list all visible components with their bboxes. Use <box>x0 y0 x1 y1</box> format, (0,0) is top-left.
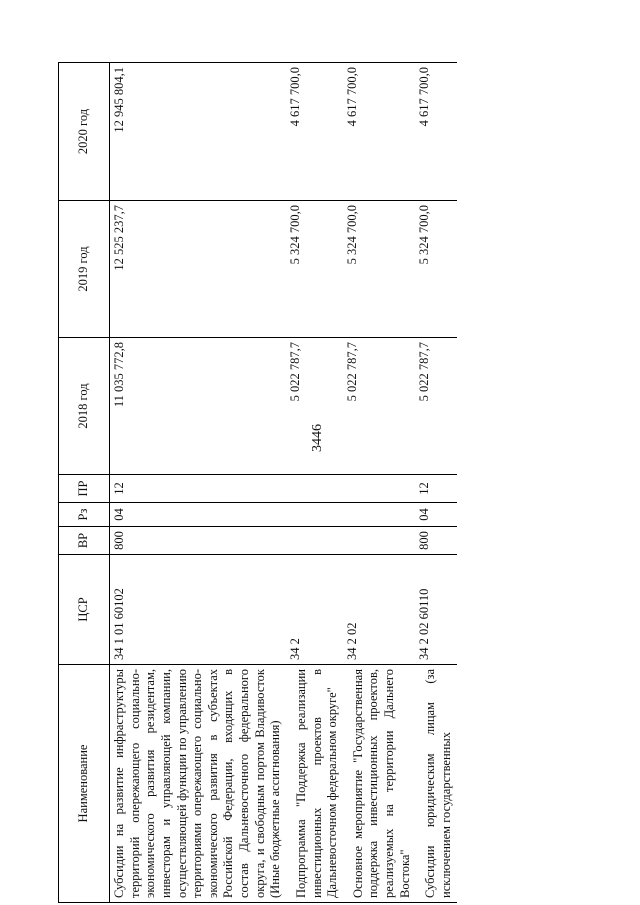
row-2019: 12 525 237,7 <box>110 201 286 338</box>
table-row <box>343 63 416 903</box>
row-2020: 12 945 804,1 <box>110 63 286 201</box>
row-2018: 5 022 787,7 <box>286 338 343 475</box>
row-2019: 5 324 700,0 <box>343 201 416 338</box>
row-csr: 34 2 <box>286 555 343 665</box>
header-rz: Рз <box>59 503 110 527</box>
row-pr: 12 <box>110 475 286 503</box>
row-2020: 4 617 700,0 <box>343 63 416 201</box>
row-2019: 5 324 700,0 <box>286 201 343 338</box>
table-header-row <box>59 63 110 903</box>
row-2020: 4 617 700,0 <box>415 63 456 201</box>
header-pr: ПР <box>59 475 110 503</box>
row-csr: 34 2 02 <box>343 555 416 665</box>
row-2018: 11 035 772,8 <box>110 338 286 475</box>
row-rz: 04 <box>415 503 456 527</box>
header-name: Наименование <box>59 665 110 903</box>
row-vr: 800 <box>110 527 286 555</box>
row-pr <box>343 475 416 503</box>
header-2018: 2018 год <box>59 338 110 475</box>
row-vr <box>343 527 416 555</box>
row-pr: 12 <box>415 475 456 503</box>
row-rz: 04 <box>110 503 286 527</box>
row-csr: 34 1 01 60102 <box>110 555 286 665</box>
row-rz <box>343 503 416 527</box>
row-vr: 800 <box>415 527 456 555</box>
row-name: Подпрограмма "Поддержка реализации инвестиционных проектов в Дальневосточном федеральном округе" <box>286 665 343 903</box>
row-name: Субсидии юридическим лицам (за исключением государственных <box>415 665 456 903</box>
table-row <box>415 63 456 903</box>
row-2019: 5 324 700,0 <box>415 201 456 338</box>
row-rz <box>286 503 343 527</box>
row-name: Субсидии на развитие инфраструктуры территорий опережающего социально-экономического развития резидентам, инвесторам и управляющей компании, осуществляющей функции по управлению территориями опережающего социально-экономического развития в субъектах Российской Федерации, входящих в состав Дальневосточного федерального округа, и свободным портом Владивосток (Иные бюджетные ассигнования) <box>110 665 286 903</box>
budget-table <box>58 62 457 903</box>
rotated-page-content <box>58 63 593 903</box>
table-row <box>110 63 286 903</box>
table-row <box>286 63 343 903</box>
header-2019: 2019 год <box>59 201 110 338</box>
row-name: Основное мероприятие "Государственная поддержка инвестиционных проектов, реализуемых на территории Дальнего Востока" <box>343 665 416 903</box>
row-2020: 4 617 700,0 <box>286 63 343 201</box>
header-2020: 2020 год <box>59 63 110 201</box>
header-csr: ЦСР <box>59 555 110 665</box>
page-number: 3446 <box>310 424 325 452</box>
row-vr <box>286 527 343 555</box>
row-2018: 5 022 787,7 <box>415 338 456 475</box>
row-2018: 5 022 787,7 <box>343 338 416 475</box>
header-vr: ВР <box>59 527 110 555</box>
row-pr <box>286 475 343 503</box>
row-csr: 34 2 02 60110 <box>415 555 456 665</box>
